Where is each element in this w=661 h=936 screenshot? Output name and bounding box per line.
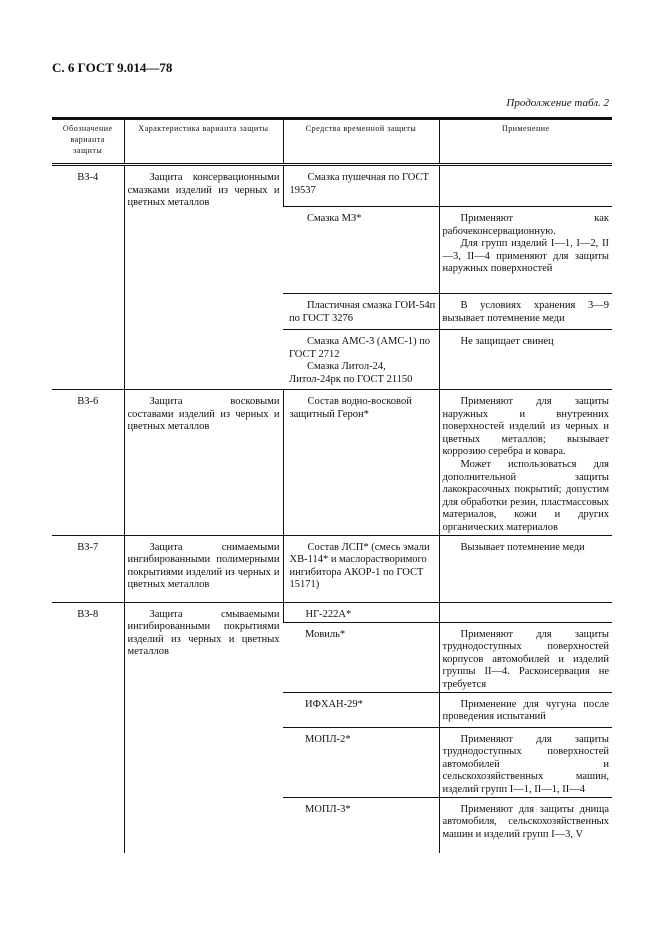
- agent-text: Смазка пушечная по ГОСТ 19537: [289, 172, 429, 196]
- application: [439, 330, 612, 390]
- agent-text: Смазка МЗ*: [307, 213, 362, 224]
- header-application: Применение: [439, 119, 612, 165]
- application-text: Может использоваться для дополнительной защиты лакокрасочных покрытий; допустим для обработки резин, пластмассовых материалов, кожи и других органических материалов: [442, 458, 609, 533]
- variant-description: Защита снимаемыми ингибированными полимерными покрытиями изделий из черных и цветных металлов: [124, 535, 283, 602]
- agent-text: МОПЛ-3*: [305, 803, 351, 815]
- variant-description: Защита консервационными смазками изделий из черных и цветных металлов: [124, 165, 283, 390]
- variant-code: ВЗ-4: [52, 165, 124, 390]
- variant-description: Защита смываемыми ингибированными покрытиями изделий из черных и цветных металлов: [124, 602, 283, 853]
- application: [439, 165, 612, 207]
- table-header-row: [52, 119, 612, 165]
- page-header: С. 6 ГОСТ 9.014—78: [52, 60, 173, 75]
- agent-text: ИФХАН-29*: [305, 698, 363, 710]
- application: [439, 207, 612, 294]
- header-agent: Средства временной защиты: [283, 119, 439, 165]
- variant-code: ВЗ-6: [52, 390, 124, 536]
- protection-agent: [283, 165, 439, 207]
- application: [439, 727, 612, 797]
- table-body: [52, 165, 612, 854]
- variant-code: ВЗ-7: [52, 535, 124, 602]
- application-text: Для групп изделий I—1, I—2, II—3, II—4 применяют для защиты наружных поверхностей: [442, 238, 609, 275]
- protection-agent: [283, 727, 439, 797]
- agent-text: Смазка Литол-24, Литол-24рк по ГОСТ 21150: [289, 361, 413, 385]
- agent-text: МОПЛ-2*: [305, 733, 351, 745]
- protection-agent: [283, 390, 439, 536]
- application-text: Применяют для защиты труднодоступных поверхностей автомобилей и сельскохозяйственных машин, изделий групп I—1, II—1, II—4: [442, 733, 609, 795]
- application-text: Применяют как рабочеконсервационную.: [442, 213, 609, 237]
- protection-agent: [283, 622, 439, 692]
- agent-text: Пластичная смазка ГОИ-54п по ГОСТ 3276: [289, 300, 436, 324]
- application-text: Не защищает свинец: [460, 336, 554, 347]
- application: [439, 692, 612, 727]
- table-row: [52, 390, 612, 536]
- protection-agent: [283, 692, 439, 727]
- agent-text: Состав ЛСП* (смесь эмали ХВ-114* и маслорастворимого ингибитора АКОР-1 по ГОСТ 15171): [289, 541, 430, 591]
- protection-agent: [283, 797, 439, 853]
- agent-text: Смазка АМС-3 (АМС-1) по ГОСТ 2712: [289, 336, 431, 360]
- table-continuation-label: Продолжение табл. 2: [506, 97, 609, 109]
- header-code: Обозначение варианта защиты: [52, 119, 124, 165]
- header-description: Характеристика варианта защиты: [124, 119, 283, 165]
- application-text: Применяют для защиты наружных и внутренних поверхностей изделий из черных и цветных металлов; вызывает коррозию серебра и ковара.: [442, 396, 609, 458]
- table-row: [52, 165, 612, 207]
- variant-description: Защита восковыми составами изделий из черных и цветных металлов: [124, 390, 283, 536]
- table-row: [52, 535, 612, 602]
- application-text: Применяют для защиты днища автомобиля, сельскохозяйственных машин и изделий групп I—3, V: [442, 803, 609, 840]
- protection-agent: [283, 330, 439, 390]
- variant-code: ВЗ-8: [77, 608, 99, 620]
- table-row: [52, 602, 612, 622]
- protection-agent: [283, 207, 439, 294]
- protection-agent: [283, 535, 439, 602]
- application: [439, 797, 612, 853]
- application: [439, 535, 612, 602]
- application: [439, 622, 612, 692]
- application-text: Вызывает потемнение меди: [460, 541, 585, 553]
- protection-agent: [283, 602, 439, 622]
- agent-text: Мовиль*: [305, 628, 346, 640]
- agent-text: НГ-222А*: [305, 608, 352, 620]
- application-text: Применение для чугуна после проведения испытаний: [442, 698, 609, 723]
- agent-text: Состав водно-восковой защитный Герон*: [289, 396, 412, 420]
- application-text: В условиях хранения 3—9 вызывает потемнение меди: [442, 300, 609, 324]
- application-text: Применяют для защиты труднодоступных поверхностей корпусов автомобилей и изделий группы II—4. Расконсервация не требуется: [442, 628, 609, 690]
- protection-agent: [283, 294, 439, 330]
- protection-variants-table: [52, 117, 612, 853]
- application: [439, 294, 612, 330]
- application: [439, 602, 612, 622]
- application: [439, 390, 612, 536]
